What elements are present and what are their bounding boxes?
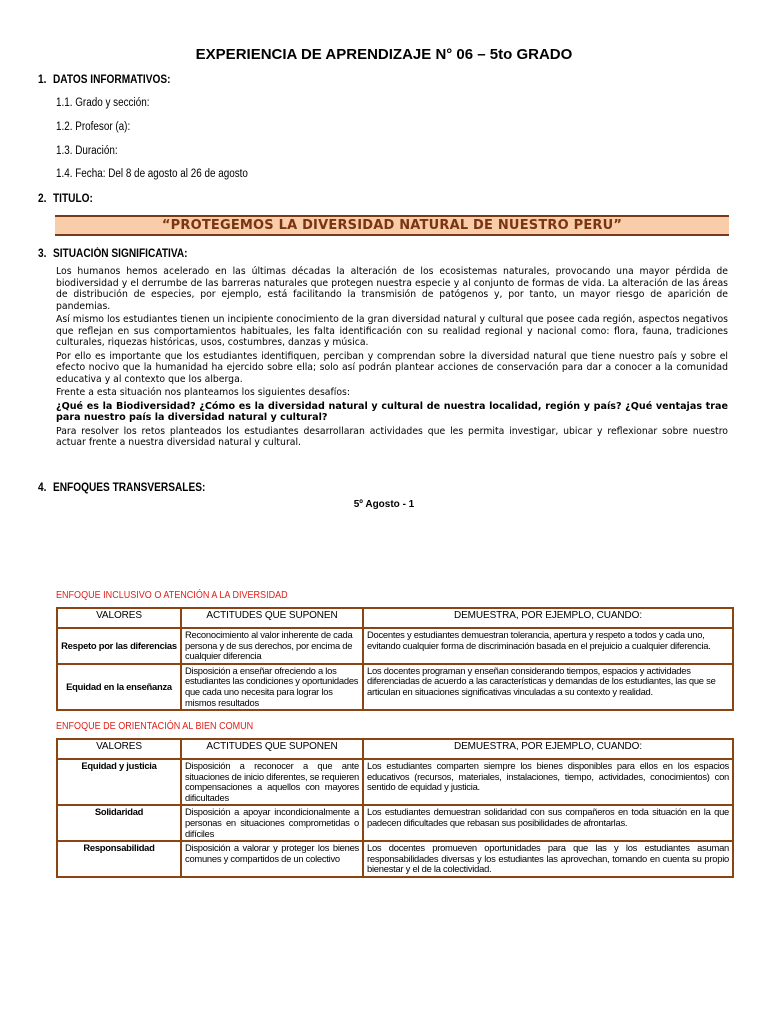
section-label: TITULO: <box>52 193 93 205</box>
situacion-body <box>56 266 728 451</box>
section-enfoques-heading <box>38 482 205 494</box>
enfoque-bien-comun-table <box>56 738 734 878</box>
valor-cell: Responsabilidad <box>57 841 181 877</box>
header-valores: VALORES <box>57 739 181 759</box>
section-number: 3. <box>38 248 47 260</box>
table-header-row <box>57 608 733 628</box>
actitud-cell: Disposición a valorar y proteger los bienes comunes y compartidos de un colectivo <box>181 841 363 877</box>
page-title: EXPERIENCIA DE APRENDIZAJE N° 06 – 5to GRADO <box>195 46 573 63</box>
section-datos-heading <box>38 74 170 86</box>
valor-cell: Equidad y justicia <box>57 759 181 805</box>
header-actitudes: ACTITUDES QUE SUPONEN <box>181 739 363 759</box>
situacion-question: ¿Qué es la Biodiversidad? ¿Cómo es la diversidad natural y cultural de nuestra localidad, región y país? ¿Qué ventajas trae para nuestro país la diversidad natural y cultural? <box>56 400 728 423</box>
demuestra-cell: Los estudiantes comparten siempre los bienes disponibles para ellos en los espacios educativos (recursos, materiales, instalaciones, tiempo, actividades, conocimientos) con sentido de equidad y justicia. <box>363 759 733 805</box>
demuestra-cell: Los estudiantes demuestran solidaridad con sus compañeros en toda situación en la que padecen dificultades que rebasan sus posibilidades de afrontarlas. <box>363 805 733 841</box>
page-note: 5º Agosto - 1 <box>353 499 415 510</box>
enfoque-inclusivo-table <box>56 607 734 711</box>
section-label: SITUACIÓN SIGNIFICATIVA: <box>52 248 188 260</box>
table-row <box>57 841 733 877</box>
demuestra-cell: Los docentes promueven oportunidades para que las y los estudiantes asuman responsabilidades diversas y los estudiantes las aprovechan, tomando en cuenta su propio bienestar y el de la colectividad. <box>363 841 733 877</box>
actitud-cell: Reconocimiento al valor inherente de cada persona y de sus derechos, por encima de cualquier diferencia <box>181 628 363 664</box>
section-titulo-heading <box>38 193 93 205</box>
title-banner: “PROTEGEMOS LA DIVERSIDAD NATURAL DE NUESTRO PERU” <box>55 215 729 236</box>
valor-cell: Solidaridad <box>57 805 181 841</box>
situacion-paragraph: Frente a esta situación nos planteamos los siguientes desafíos: <box>56 387 351 398</box>
situacion-paragraph: Por ello es importante que los estudiantes identifiquen, perciban y comprendan sobre la diversidad natural que tiene nuestro país y sobre el efecto nocivo que la humanidad ha ejercido sobre ella; solo así podrán plantear acciones de conservación para dar a conocer a la comunidad educativa y al contexto que los alberga. <box>56 350 728 385</box>
table-row <box>57 628 733 664</box>
section-number: 2. <box>38 193 47 205</box>
datos-item-fecha: 1.4. Fecha: Del 8 de agosto al 26 de agosto <box>56 168 248 180</box>
header-demuestra: DEMUESTRA, POR EJEMPLO, CUANDO: <box>363 739 733 759</box>
section-situacion-heading <box>38 248 188 260</box>
situacion-paragraph: Los humanos hemos acelerado en las últimas décadas la alteración de los ecosistemas naturales, provocando una mayor pérdida de biodiversidad y el derrumbe de las barreras naturales que protegen nuestra especie y al conjunto de formas de vida. La alteración de las áreas de distribución de especies, por ejemplo, está facilitando la transmisión de patógenos y, por tanto, un mayor riesgo de aparición de pandemias. <box>56 266 728 312</box>
header-demuestra: DEMUESTRA, POR EJEMPLO, CUANDO: <box>363 608 733 628</box>
datos-item-grado: 1.1. Grado y sección: <box>56 97 150 109</box>
actitud-cell: Disposición a reconocer a que ante situaciones de inicio diferentes, se requieren compensaciones a aquellos con mayores dificultades <box>181 759 363 805</box>
datos-item-profesor: 1.2. Profesor (a): <box>56 121 131 133</box>
valor-cell: Respeto por las diferencias <box>57 628 181 664</box>
enfoque-inclusivo-title: ENFOQUE INCLUSIVO O ATENCIÓN A LA DIVERSIDAD <box>56 589 288 601</box>
situacion-closing: Para resolver los retos planteados los estudiantes desarrollaran actividades que les permita investigar, ubicar y reflexionar sobre nuestro actuar frente a nuestra diversidad natural y cultural. <box>56 425 728 448</box>
table-row <box>57 759 733 805</box>
section-label: DATOS INFORMATIVOS: <box>52 74 171 86</box>
section-number: 4. <box>38 482 47 494</box>
header-valores: VALORES <box>57 608 181 628</box>
situacion-paragraph: Así mismo los estudiantes tienen un incipiente conocimiento de la gran diversidad natural y cultural que posee cada región, aspectos negativos que reflejan en sus comportamientos habituales, les falta identificación con su realidad regional y nacional como: flora, fauna, tradiciones culturales, riquezas históricas, usos, costumbres, danzas y música. <box>56 314 728 348</box>
table-header-row <box>57 739 733 759</box>
actitud-cell: Disposición a apoyar incondicionalmente a personas en situaciones comprometidas o difíciles <box>181 805 363 841</box>
header-actitudes: ACTITUDES QUE SUPONEN <box>181 608 363 628</box>
enfoque-bien-comun-title: ENFOQUE DE ORIENTACIÓN AL BIEN COMUN <box>56 720 254 732</box>
demuestra-cell: Docentes y estudiantes demuestran tolerancia, apertura y respeto a todos y cada uno, evitando cualquier forma de discriminación basada en el prejuicio a cualquier diferencia. <box>363 628 733 664</box>
table-row <box>57 805 733 841</box>
actitud-cell: Disposición a enseñar ofreciendo a los estudiantes las condiciones y oportunidades que cada uno necesita para lograr los mismos resultados <box>181 664 363 710</box>
table-row <box>57 664 733 710</box>
demuestra-cell: Los docentes programan y enseñan considerando tiempos, espacios y actividades diferenciadas de acuerdo a las características y demandas de los estudiantes, las que se articulan en situaciones significativas vinculadas a su contexto y realidad. <box>363 664 733 710</box>
section-label: ENFOQUES TRANSVERSALES: <box>52 482 206 494</box>
valor-cell: Equidad en la enseñanza <box>57 664 181 710</box>
datos-item-duracion: 1.3. Duración: <box>56 145 118 157</box>
section-number: 1. <box>38 74 47 86</box>
